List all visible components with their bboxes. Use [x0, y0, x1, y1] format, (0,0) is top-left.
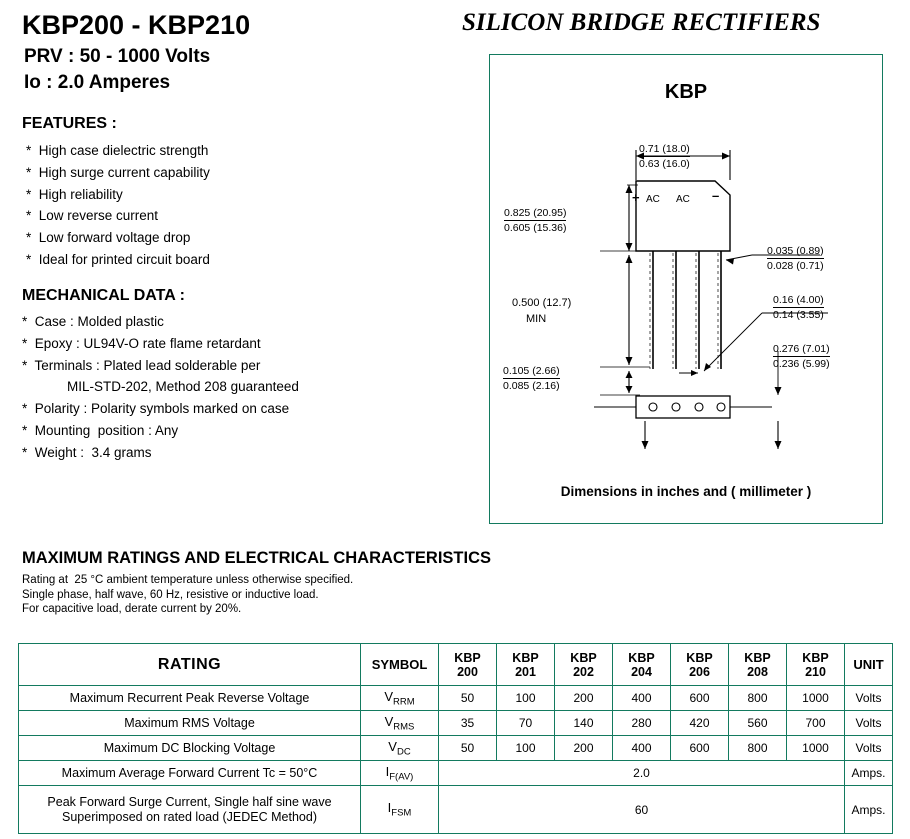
dimensions-caption: Dimensions in inches and ( millimeter ) [560, 484, 812, 499]
list-item: * Polarity : Polarity symbols marked on case [22, 401, 290, 417]
package-drawing [489, 54, 883, 524]
part-prefix: KBP [512, 650, 539, 665]
part-suffix: 206 [689, 664, 710, 679]
cell-unit: Volts [845, 736, 893, 761]
symbol-sub: FSM [391, 807, 412, 819]
row-label-line2: Superimposed on rated load (JEDEC Method) [62, 809, 317, 824]
cell-value: 100 [497, 686, 555, 711]
dim-base-top: 0.105 (2.66) [503, 365, 560, 377]
mechanical-data-list [22, 311, 299, 464]
cell-value: 420 [671, 711, 729, 736]
cell-value: 50 [439, 686, 497, 711]
row-label: Maximum RMS Voltage [19, 711, 361, 736]
note-line: For capacitive load, derate current by 20%. [22, 603, 242, 615]
symbol-sub: F(AV) [389, 771, 414, 783]
table-row [19, 761, 893, 786]
part-suffix: 204 [631, 664, 652, 679]
row-label: Maximum Recurrent Peak Reverse Voltage [19, 686, 361, 711]
symbol-sub: RMS [393, 721, 415, 733]
cell-value: 100 [497, 736, 555, 761]
prv-spec: PRV : 50 - 1000 Volts [24, 46, 211, 67]
part-suffix: 208 [747, 664, 768, 679]
part-suffix: 200 [457, 664, 478, 679]
cell-value: 600 [671, 736, 729, 761]
dim-base-bottom: 0.085 (2.16) [503, 380, 560, 392]
header-part-kbp206 [671, 644, 729, 686]
part-suffix: 202 [573, 664, 594, 679]
row-label [19, 786, 361, 834]
list-item: * High case dielectric strength [26, 143, 209, 158]
row-symbol [361, 761, 439, 786]
dim-lead-thickness-bottom: 0.028 (0.71) [767, 260, 824, 272]
symbol-main: V [384, 688, 394, 704]
part-suffix: 210 [805, 664, 826, 679]
dim-lead-thickness-top: 0.035 (0.89) [767, 245, 824, 257]
header-part-kbp202 [555, 644, 613, 686]
row-symbol [361, 711, 439, 736]
cell-value: 600 [671, 686, 729, 711]
header-part-kbp210 [787, 644, 845, 686]
table-row [19, 711, 893, 736]
svg-text:–: – [712, 188, 720, 203]
row-symbol [361, 786, 439, 834]
row-label-line1: Peak Forward Surge Current, Single half sine wave [47, 794, 332, 809]
header-part-kbp204 [613, 644, 671, 686]
cell-unit: Amps. [845, 761, 893, 786]
header-unit: UNIT [845, 644, 893, 686]
cell-value: 400 [613, 686, 671, 711]
symbol-main: I [387, 800, 392, 816]
symbol-sub: RRM [393, 696, 415, 708]
svg-text:+: + [632, 190, 640, 205]
max-ratings-notes [22, 573, 353, 617]
cell-value: 70 [497, 711, 555, 736]
mechanical-data-heading: MECHANICAL DATA : [22, 287, 185, 304]
features-list [26, 140, 210, 271]
dim-span-top: 0.276 (7.01) [773, 343, 830, 355]
part-prefix: KBP [454, 650, 481, 665]
list-item: * Mounting position : Any [22, 422, 179, 438]
cell-value: 800 [729, 736, 787, 761]
list-item: * High reliability [26, 186, 123, 202]
cell-unit: Volts [845, 711, 893, 736]
ratings-table-wrapper [18, 643, 892, 834]
row-label: Maximum Average Forward Current Tc = 50°C [19, 761, 361, 786]
io-spec: Io : 2.0 Amperes [24, 72, 171, 93]
dim-width-bottom: 0.63 (16.0) [639, 158, 690, 170]
symbol-sub: DC [396, 746, 411, 758]
list-item: * Low reverse current [26, 208, 159, 224]
svg-text:AC: AC [676, 194, 690, 205]
ratings-table [18, 643, 893, 834]
symbol-main: I [385, 763, 390, 779]
note-line: Rating at 25 °C ambient temperature unless otherwise specified. [22, 574, 354, 586]
cell-value: 50 [439, 736, 497, 761]
list-item: * Case : Molded plastic [22, 314, 164, 329]
cell-value: 400 [613, 736, 671, 761]
table-row [19, 686, 893, 711]
symbol-main: V [384, 713, 394, 729]
cell-value: 280 [613, 711, 671, 736]
cell-value: 200 [555, 736, 613, 761]
cell-value: 200 [555, 686, 613, 711]
document-title: SILICON BRIDGE RECTIFIERS [462, 9, 821, 36]
part-prefix: KBP [686, 650, 713, 665]
max-ratings-heading: MAXIMUM RATINGS AND ELECTRICAL CHARACTERISTICS [22, 549, 492, 567]
table-row [19, 736, 893, 761]
part-prefix: KBP [628, 650, 655, 665]
header-symbol: SYMBOL [361, 644, 439, 686]
cell-value: 140 [555, 711, 613, 736]
list-item: * High surge current capability [26, 164, 210, 180]
list-item: MIL-STD-202, Method 208 guaranteed [22, 379, 299, 395]
dim-height-top: 0.825 (20.95) [504, 207, 567, 219]
cell-value: 1000 [787, 736, 845, 761]
list-item: * Epoxy : UL94V-O rate flame retardant [22, 335, 261, 351]
row-symbol [361, 736, 439, 761]
cell-value: 800 [729, 686, 787, 711]
cell-value: 560 [729, 711, 787, 736]
header-part-kbp200 [439, 644, 497, 686]
cell-unit: Amps. [845, 786, 893, 834]
svg-text:AC: AC [646, 194, 660, 205]
dim-height-bottom: 0.605 (15.36) [504, 222, 567, 234]
dim-pitch-top: 0.16 (4.00) [773, 294, 824, 306]
note-line: Single phase, half wave, 60 Hz, resistive or inductive load. [22, 588, 319, 601]
dim-span-bottom: 0.236 (5.99) [773, 358, 830, 370]
list-item: * Weight : 3.4 grams [22, 444, 152, 460]
cell-value: 35 [439, 711, 497, 736]
dim-lead-length-min: MIN [526, 313, 547, 325]
dim-width-top: 0.71 (18.0) [639, 143, 690, 155]
part-prefix: KBP [570, 650, 597, 665]
part-prefix: KBP [744, 650, 771, 665]
row-label: Maximum DC Blocking Voltage [19, 736, 361, 761]
header-part-kbp201 [497, 644, 555, 686]
package-outline-svg [490, 55, 884, 525]
table-row [19, 786, 893, 834]
list-item: * Low forward voltage drop [26, 230, 191, 246]
features-heading: FEATURES : [22, 115, 117, 132]
list-item: * Terminals : Plated lead solderable per [22, 357, 261, 373]
cell-value: 700 [787, 711, 845, 736]
cell-value: 1000 [787, 686, 845, 711]
cell-unit: Volts [845, 686, 893, 711]
list-item: * Ideal for printed circuit board [26, 251, 210, 267]
table-header-row [19, 644, 893, 686]
symbol-main: V [388, 738, 397, 754]
package-name-label: KBP [664, 81, 708, 103]
part-suffix: 201 [515, 664, 536, 679]
part-prefix: KBP [802, 650, 829, 665]
row-symbol [361, 686, 439, 711]
page-title: KBP200 - KBP210 [22, 10, 251, 40]
dim-lead-length: 0.500 (12.7) [512, 297, 572, 309]
header-part-kbp208 [729, 644, 787, 686]
cell-value-span: 60 [439, 786, 845, 834]
cell-value-span: 2.0 [439, 761, 845, 786]
dim-pitch-bottom: 0.14 (3.55) [773, 309, 824, 321]
header-rating: RATING [19, 644, 361, 686]
